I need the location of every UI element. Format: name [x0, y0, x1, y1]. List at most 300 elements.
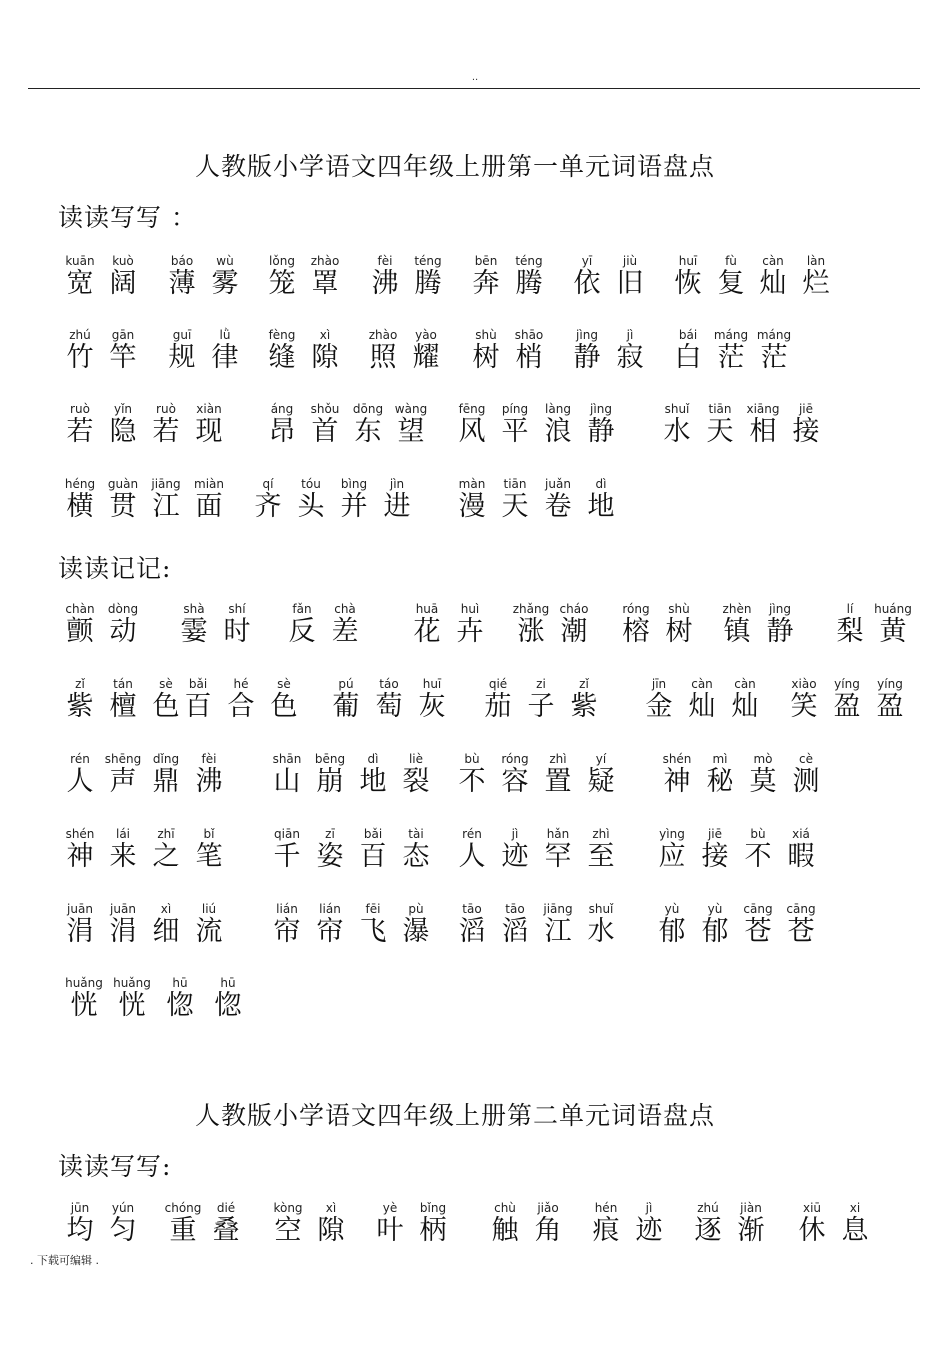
pinyin: miàn [194, 477, 224, 491]
vocab-row [58, 827, 918, 877]
character-cell [751, 254, 795, 304]
hanzi: 反 [288, 616, 316, 647]
character-cell [110, 976, 154, 1026]
hanzi: 恢 [674, 268, 702, 299]
header-mark: .. [471, 72, 479, 83]
character-cell [450, 827, 494, 877]
hanzi: 灿 [688, 691, 716, 722]
hanzi: 江 [152, 491, 180, 522]
hanzi: 颤 [66, 616, 94, 647]
pinyin: máng [756, 328, 792, 342]
character-cell [308, 827, 352, 877]
pinyin: táo [379, 677, 399, 691]
pinyin: jiē [707, 827, 723, 841]
hanzi: 奔 [472, 268, 500, 299]
hanzi: 息 [841, 1215, 869, 1246]
character-cell [101, 752, 145, 802]
hanzi: 首 [311, 416, 339, 447]
hanzi: 笔 [195, 841, 223, 872]
hanzi: 若 [152, 416, 180, 447]
hanzi: 风 [458, 416, 486, 447]
character-cell [784, 402, 828, 452]
pinyin: zī [325, 827, 335, 841]
hanzi: 梨 [836, 616, 864, 647]
pinyin: zhào [368, 328, 398, 342]
character-cell [565, 254, 609, 304]
pinyin: jiāng [543, 902, 573, 916]
hanzi: 缝 [268, 342, 296, 373]
hanzi: 若 [66, 416, 94, 447]
hanzi: 金 [645, 691, 673, 722]
hanzi: 沸 [195, 766, 223, 797]
character-cell [351, 902, 395, 952]
character-cell [464, 328, 508, 378]
character-cell [101, 677, 145, 727]
pinyin: zhèn [722, 602, 752, 616]
pinyin: dǐng [152, 752, 180, 766]
pinyin: cháo [559, 602, 589, 616]
pinyin: xì [319, 328, 331, 342]
hanzi: 静 [766, 616, 794, 647]
pinyin: tāo [505, 902, 525, 916]
pinyin: bǐ [203, 827, 215, 841]
hanzi: 水 [663, 416, 691, 447]
pinyin: dòng [107, 602, 139, 616]
character-cell [871, 602, 915, 652]
pinyin: téng [515, 254, 543, 268]
character-cell [579, 902, 623, 952]
hanzi: 并 [340, 491, 368, 522]
pinyin: màn [458, 477, 486, 491]
pinyin: juān [110, 902, 136, 916]
hanzi: 差 [331, 616, 359, 647]
hanzi: 痕 [592, 1215, 620, 1246]
pinyin: guàn [107, 477, 139, 491]
character-cell [394, 752, 438, 802]
hanzi: 照 [369, 342, 397, 373]
pinyin: zhì [592, 827, 610, 841]
pinyin: bǎi [188, 677, 208, 691]
character-cell [507, 254, 551, 304]
character-cell [536, 752, 580, 802]
character-cell [650, 902, 694, 952]
hanzi: 之 [152, 841, 180, 872]
character-cell [265, 902, 309, 952]
pinyin: jiù [622, 254, 638, 268]
hanzi: 笼 [268, 268, 296, 299]
hanzi: 现 [195, 416, 223, 447]
hanzi: 水 [587, 916, 615, 947]
character-cell [655, 752, 699, 802]
hanzi: 紫 [570, 691, 598, 722]
pinyin: yíng [834, 677, 860, 691]
hanzi: 接 [701, 841, 729, 872]
character-cell [101, 477, 145, 527]
character-cell [309, 1201, 353, 1251]
hanzi: 崩 [316, 766, 344, 797]
hanzi: 千 [273, 841, 301, 872]
vocab-row [58, 902, 918, 952]
unit1-title: 人教版小学语文四年级上册第一单元词语盘点 [194, 152, 715, 181]
hanzi: 重 [169, 1215, 197, 1246]
character-cell [58, 602, 102, 652]
pinyin: róng [501, 752, 529, 766]
pinyin: rén [70, 752, 90, 766]
character-cell [536, 902, 580, 952]
hanzi: 规 [168, 342, 196, 373]
character-cell [260, 402, 304, 452]
pinyin: pú [338, 677, 354, 691]
pinyin: cāng [786, 902, 816, 916]
character-cell [58, 328, 102, 378]
hanzi: 姿 [316, 841, 344, 872]
hanzi: 态 [402, 841, 430, 872]
hanzi: 叠 [212, 1215, 240, 1246]
hanzi: 迹 [635, 1215, 663, 1246]
character-cell [367, 677, 411, 727]
vocab-row [58, 602, 918, 652]
character-cell [614, 602, 658, 652]
hanzi: 恍 [118, 990, 146, 1021]
pinyin: bēng [314, 752, 346, 766]
pinyin: yù [664, 902, 680, 916]
hanzi: 地 [359, 766, 387, 797]
hanzi: 合 [227, 691, 255, 722]
pinyin: chà [334, 602, 356, 616]
pinyin: bù [464, 752, 480, 766]
hanzi: 滔 [458, 916, 486, 947]
character-cell [346, 402, 390, 452]
pinyin: hū [172, 976, 188, 990]
vocab-row [58, 254, 918, 304]
hanzi: 动 [109, 616, 137, 647]
pinyin: xiào [791, 677, 817, 691]
pinyin: fǎn [292, 602, 312, 616]
pinyin: shān [272, 752, 302, 766]
pinyin: tiān [503, 477, 527, 491]
pinyin: ruò [156, 402, 176, 416]
pinyin: jiǎo [537, 1201, 559, 1215]
character-cell [158, 976, 202, 1026]
character-cell [289, 477, 333, 527]
character-cell [729, 1201, 773, 1251]
pinyin: zhú [697, 1201, 719, 1215]
character-cell [411, 1201, 455, 1251]
pinyin: hū [220, 976, 236, 990]
pinyin: píng [501, 402, 529, 416]
hanzi: 涨 [517, 616, 545, 647]
hanzi: 阔 [109, 268, 137, 299]
pinyin: yè [382, 1201, 398, 1215]
pinyin: hǎn [546, 827, 570, 841]
vocab-row [58, 402, 918, 452]
character-cell [509, 602, 553, 652]
character-cell [608, 328, 652, 378]
hanzi: 天 [706, 416, 734, 447]
hanzi: 卉 [456, 616, 484, 647]
pinyin: shǒu [310, 402, 340, 416]
character-cell [160, 328, 204, 378]
character-cell [323, 602, 367, 652]
pinyin: lí [846, 602, 854, 616]
hanzi: 薄 [168, 268, 196, 299]
hanzi: 测 [792, 766, 820, 797]
pinyin: chóng [164, 1201, 202, 1215]
pinyin: bǎi [363, 827, 383, 841]
hanzi: 惚 [166, 990, 194, 1021]
pinyin: jiē [798, 402, 814, 416]
pinyin: xì [325, 1201, 337, 1215]
hanzi: 隙 [317, 1215, 345, 1246]
pinyin: zǐ [579, 677, 589, 691]
hanzi: 树 [472, 342, 500, 373]
pinyin: téng [414, 254, 442, 268]
character-cell [715, 602, 759, 652]
hanzi: 葡 [332, 691, 360, 722]
pinyin: yún [111, 1201, 135, 1215]
character-cell [686, 1201, 730, 1251]
pinyin: fēi [365, 902, 381, 916]
character-cell [303, 402, 347, 452]
pinyin: qí [262, 477, 274, 491]
hanzi: 神 [66, 841, 94, 872]
pinyin: gān [111, 328, 135, 342]
character-cell [741, 752, 785, 802]
pinyin: dì [595, 477, 607, 491]
pinyin: áng [270, 402, 294, 416]
unit1-read-remember-label: 读读记记: [58, 554, 172, 583]
hanzi: 漫 [458, 491, 486, 522]
character-cell [265, 827, 309, 877]
hanzi: 花 [413, 616, 441, 647]
hanzi: 相 [749, 416, 777, 447]
hanzi: 静 [587, 416, 615, 447]
hanzi: 容 [501, 766, 529, 797]
hanzi: 逐 [694, 1215, 722, 1246]
pinyin: jìng [576, 328, 598, 342]
hanzi: 涓 [109, 916, 137, 947]
pinyin: jì [511, 827, 519, 841]
character-cell [246, 477, 290, 527]
pinyin: jìng [590, 402, 612, 416]
hanzi: 滔 [501, 916, 529, 947]
character-cell [410, 677, 454, 727]
character-cell [160, 254, 204, 304]
pinyin: shuǐ [664, 402, 690, 416]
pinyin: tiān [708, 402, 732, 416]
character-cell [101, 602, 145, 652]
character-cell [657, 602, 701, 652]
hanzi: 茫 [760, 342, 788, 373]
character-cell [493, 402, 537, 452]
character-cell [262, 677, 306, 727]
hanzi: 卷 [544, 491, 572, 522]
hanzi: 色 [152, 691, 180, 722]
pinyin: tāo [462, 902, 482, 916]
hanzi: 百 [184, 691, 212, 722]
character-cell [483, 1201, 527, 1251]
hanzi: 灿 [731, 691, 759, 722]
character-cell [144, 752, 188, 802]
character-cell [144, 402, 188, 452]
character-cell [187, 402, 231, 452]
pinyin: yíng [877, 677, 903, 691]
character-cell [172, 602, 216, 652]
pinyin: huī [422, 677, 442, 691]
hanzi: 帘 [273, 916, 301, 947]
pinyin: xiàn [196, 402, 222, 416]
character-cell [58, 677, 102, 727]
character-cell [303, 254, 347, 304]
pinyin: huǎng [65, 976, 103, 990]
unit2-read-write-label: 读读写写: [58, 1152, 172, 1181]
pinyin: bù [750, 827, 766, 841]
hanzi: 色 [270, 691, 298, 722]
character-cell [579, 402, 623, 452]
character-cell [655, 402, 699, 452]
hanzi: 盈 [833, 691, 861, 722]
hanzi: 应 [658, 841, 686, 872]
hanzi: 罕 [544, 841, 572, 872]
vocab-row [58, 677, 918, 727]
pinyin: guī [172, 328, 192, 342]
hanzi: 灰 [418, 691, 446, 722]
hanzi: 时 [223, 616, 251, 647]
hanzi: 匀 [109, 1215, 137, 1246]
character-cell [101, 827, 145, 877]
hanzi: 郁 [658, 916, 686, 947]
character-cell [351, 827, 395, 877]
character-cell [58, 752, 102, 802]
pinyin: tóu [301, 477, 321, 491]
pinyin: cāng [743, 902, 773, 916]
pinyin: shēng [104, 752, 142, 766]
character-cell [693, 827, 737, 877]
character-cell [187, 902, 231, 952]
pinyin: qié [488, 677, 508, 691]
hanzi: 贯 [109, 491, 137, 522]
character-cell [536, 477, 580, 527]
character-cell [405, 602, 449, 652]
character-cell [784, 752, 828, 802]
character-cell [741, 402, 785, 452]
character-cell [693, 902, 737, 952]
character-cell [709, 328, 753, 378]
character-cell [519, 677, 563, 727]
character-cell [450, 752, 494, 802]
pinyin: xiá [792, 827, 810, 841]
character-cell [450, 477, 494, 527]
character-cell [794, 254, 838, 304]
character-cell [552, 602, 596, 652]
character-cell [579, 752, 623, 802]
character-cell [215, 602, 259, 652]
pinyin: lǒng [269, 254, 295, 268]
vocab-row [58, 328, 918, 378]
hanzi: 旧 [616, 268, 644, 299]
pinyin: fèi [377, 254, 393, 268]
character-cell [790, 1201, 834, 1251]
character-cell [58, 254, 102, 304]
pinyin: zhī [157, 827, 175, 841]
pinyin: róng [622, 602, 650, 616]
character-cell [101, 328, 145, 378]
pinyin: kòng [273, 1201, 303, 1215]
character-cell [493, 752, 537, 802]
character-cell [219, 677, 263, 727]
pinyin: lián [276, 902, 298, 916]
pinyin: huǎng [113, 976, 151, 990]
character-cell [406, 254, 450, 304]
pinyin: wàng [394, 402, 428, 416]
pinyin: huā [415, 602, 439, 616]
character-cell [308, 752, 352, 802]
character-cell [280, 602, 324, 652]
character-cell [266, 1201, 310, 1251]
pinyin: yī [581, 254, 593, 268]
hanzi: 神 [663, 766, 691, 797]
hanzi: 飞 [359, 916, 387, 947]
pinyin: liè [408, 752, 424, 766]
pinyin: bēn [474, 254, 498, 268]
pinyin: chù [494, 1201, 516, 1215]
hanzi: 罩 [311, 268, 339, 299]
hanzi: 地 [587, 491, 615, 522]
pinyin: cè [799, 752, 813, 766]
hanzi: 盈 [876, 691, 904, 722]
hanzi: 紫 [66, 691, 94, 722]
hanzi: 面 [195, 491, 223, 522]
pinyin: juān [67, 902, 93, 916]
hanzi: 霎 [180, 616, 208, 647]
character-cell [361, 328, 405, 378]
character-cell [493, 827, 537, 877]
character-cell [144, 827, 188, 877]
pinyin: sè [277, 677, 291, 691]
character-cell [828, 602, 872, 652]
character-cell [526, 1201, 570, 1251]
pinyin: jì [645, 1201, 653, 1215]
character-cell [736, 827, 780, 877]
character-cell [176, 677, 220, 727]
character-cell [203, 254, 247, 304]
hanzi: 苍 [744, 916, 772, 947]
pinyin: jīn [651, 677, 667, 691]
pinyin: shà [183, 602, 205, 616]
pinyin: liú [201, 902, 217, 916]
pinyin: zhào [310, 254, 340, 268]
hanzi: 宽 [66, 268, 94, 299]
character-cell [565, 328, 609, 378]
hanzi: 天 [501, 491, 529, 522]
pinyin: jiāng [151, 477, 181, 491]
pinyin: ruò [70, 402, 90, 416]
character-cell [825, 677, 869, 727]
hanzi: 榕 [622, 616, 650, 647]
pinyin: yǐn [113, 402, 133, 416]
pinyin: fèi [201, 752, 217, 766]
hanzi: 茫 [717, 342, 745, 373]
pinyin: huì [460, 602, 480, 616]
hanzi: 空 [274, 1215, 302, 1246]
pinyin: zhì [549, 752, 567, 766]
character-cell [608, 254, 652, 304]
hanzi: 烂 [802, 268, 830, 299]
header-rule [28, 88, 920, 89]
hanzi: 至 [587, 841, 615, 872]
character-cell [368, 1201, 412, 1251]
hanzi: 律 [211, 342, 239, 373]
